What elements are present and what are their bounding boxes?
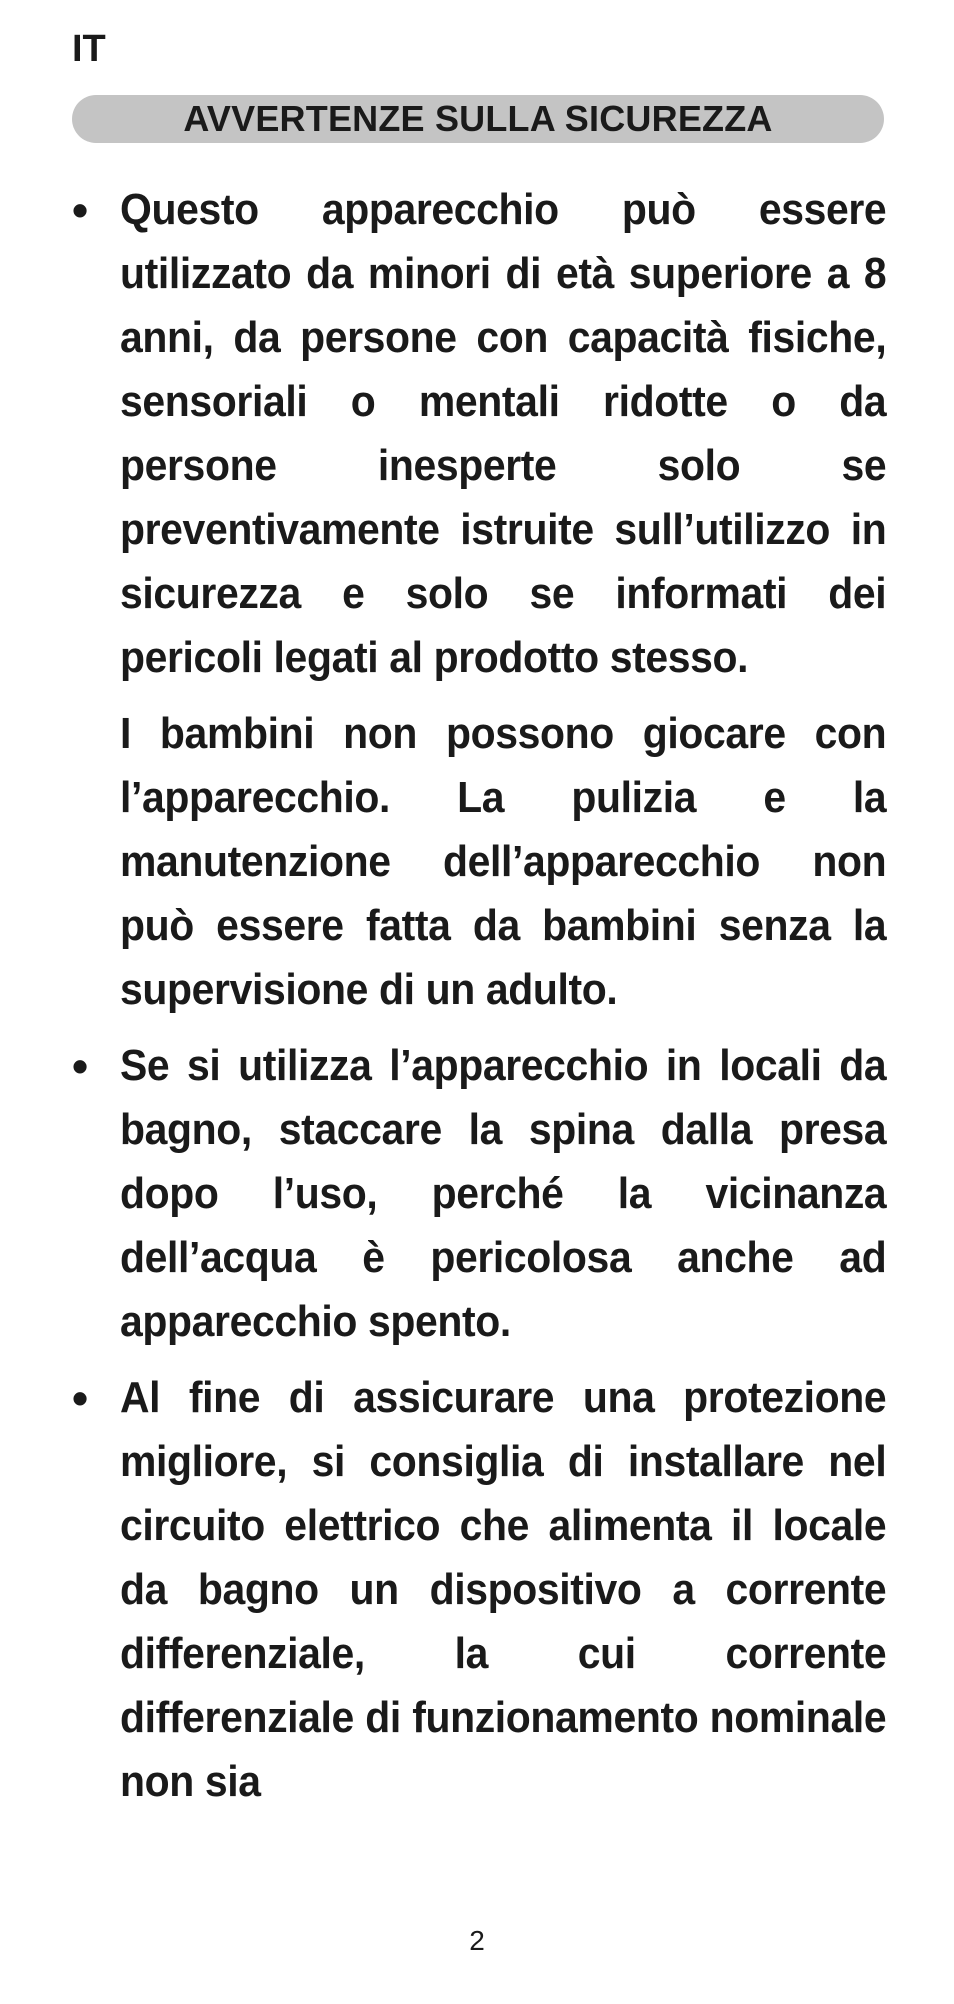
paragraph: Questo apparecchio può essere utilizzato da minori di età superiore a 8 anni, da persone con capacità fisiche, sensoriali o mentali ridotte o da persone inesperte solo se preventivamente istruite sull’utilizzo in sicurezza e solo se informati dei pericoli legati al prodotto stesso. [120, 185, 887, 682]
paragraph: Al fine di assicurare una protezione migliore, si consiglia di installare nel circuito elettrico che alimenta il locale da bagno un dispositivo a corrente differenziale, la cui corrente differenziale di funzionamento nominale non sia [120, 1373, 887, 1806]
paragraph: Se si utilizza l’apparecchio in locali da bagno, staccare la spina dalla presa dopo l’uso, perché la vicinanza dell’acqua è pericolosa anche ad apparecchio spento. [120, 1041, 887, 1346]
list-item [72, 1034, 887, 1354]
paragraph: I bambini non possono giocare con l’apparecchio. La pulizia e la manutenzione dell’apparecchio non può essere fatta da bambini senza la supervisione di un adulto. [120, 709, 887, 1014]
section-title-banner [72, 95, 884, 143]
bullet-point: • [72, 1040, 89, 1092]
bullet-point: • [72, 184, 89, 236]
language-code: IT [72, 28, 106, 70]
list-item [72, 1366, 887, 1814]
page-number: 2 [469, 1925, 485, 1956]
safety-warnings-list [72, 178, 887, 1826]
bullet-point: • [72, 1372, 89, 1424]
list-item [72, 178, 887, 1022]
section-title: AVVERTENZE SULLA SICUREZZA [183, 98, 773, 139]
